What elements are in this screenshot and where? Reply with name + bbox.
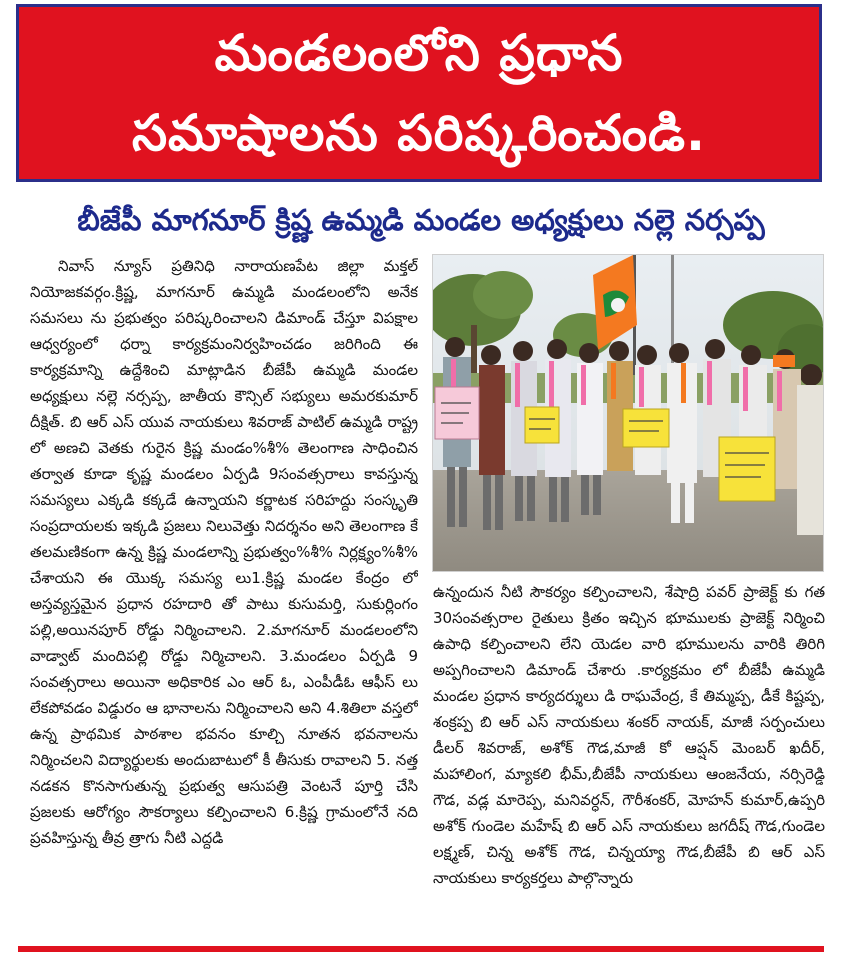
headline-line-1: మండలంలోని ప్రధాన	[214, 24, 624, 82]
article-right-column	[433, 579, 825, 939]
article-left-column	[30, 253, 418, 933]
headline-banner	[16, 4, 822, 182]
bottom-rule	[18, 946, 824, 952]
protest-photo	[432, 254, 824, 572]
article-right-text: ఉన్నందున నీటి సౌకర్యం కల్పించాలని, శేషాద్రి పవర్ ప్రాజెక్ట్ కు గత 30సంవత్సరాల రైతులు క్రితం ఇచ్చిన భూములకు ప్రాజెక్ట్ నిర్మించి ఉపాధి కల్పించాలని లేని యెడల వారి భూములను వారికి తిరిగి అప్పగించాలని డిమాండ్ చేశారు .కార్యక్రమం లో బీజేపీ ఉమ్మడి మండల ప్రధాన కార్యదర్శులు డి రాఘవేంద్ర, కే తిమ్మప్ప, డీకే కిష్టప్ప, శంక్రప్ప బి ఆర్ ఎస్ నాయకులు శంకర్ నాయక్, మాజీ సర్పంచులు డీలర్ శివరాజ్, అశోక్ గౌడ,మాజీ కో ఆప్షన్ మెంబర్ ఖదీర్, మహాలింగ, మ్యాకలి భీమ్,బీజేపీ నాయకులు ఆంజనేయ, నర్సిరెడ్డి గౌడ, వడ్ల మారెప్ప, మనివర్ధన్, గౌరీశంకర్, మోహన్ కుమార్,ఉప్పరి అశోక్ గుండెల మహేష్ బి ఆర్ ఎస్ నాయకులు జగదీష్ గౌడ,గుండెల లక్ష్మణ్, చిన్న అశోక్ గౌడ, చిన్నయ్యా గౌడ,బీజేపీ బి ఆర్ ఎస్ నాయకులు కార్యకర్తలు పాల్గొన్నారు	[433, 583, 825, 887]
headline-line-2: సమాషాలను పరిష్కరించండి.	[131, 104, 707, 162]
subheadline: బీజేపీ మాగనూర్ క్రిష్ణ ఉమ్మడి మండల అధ్యక్షులు నల్లె నర్సప్ప	[77, 203, 765, 237]
article-left-text: నివాస్ న్యూస్ ప్రతినిధి నారాయణపేట జిల్లా మక్తల్ నియోజకవర్గం.క్రిష్ణ, మాగనూర్ ఉమ్మడి మండలంలోని అనేక సమసలు ను ప్రభుత్వం పరిష్కరించాలని డిమాండ్ చేస్తూ విపక్షాల ఆధ్వర్యంలో ధర్నా కార్యక్రమంనిర్వహించడం జరిగింది ఈ కార్యక్రమాన్ని ఉద్దేశించి మాట్లాడిన బీజేపీ ఉమ్మడి మండల అధ్యక్షులు నల్లె నర్సప్ప, జాతీయ కౌన్సిల్ సభ్యులు అమరకుమార్ దీక్షిత్. బి ఆర్ ఎస్ యువ నాయకులు శివరాజ్ పాటిల్ ఉమ్మడి రాష్ట్ర లో అణచి వెతకు గురైన క్రిష్ణ మండం%శీ% తెలంగాణ సాధించిన తర్వాత కూడా కృష్ణ మండలం ఏర్పడి 9సంవత్సరాలు కావస్తున్న సమస్యలు ఎక్కడి కక్కడే ఉన్నాయని కర్ణాటక సరిహద్దు సంస్కృతి సంప్రదాయలకు ఇక్కడి ప్రజలు నిలువెత్తు నిదర్శనం అని తెలంగాణ కే తలమణికంగా ఉన్న క్రిష్ణ మండలాన్ని ప్రభుత్వం%శీ% నిర్లక్ష్యం%శీ% చేశాయని ఈ యొక్క సమస్య లు1.క్రిష్ణ మండల కేంద్రం లో అస్తవ్యస్తమైన ప్రధాన రహదారి తో పాటు కుసుమర్తి, సుకుర్లింగం పల్లి,అయినపూర్ రోడ్డు నిర్మించాలని. 2.మాగనూర్ మండలంలోని వాడ్వాట్ మందిపల్లి రోడ్డు నిర్మిచాలని. 3.మండలం ఏర్పడి 9 సంవత్సరాలు అయినా అధికారిక ఎం ఆర్ ఓ, ఎంపీడీఓ ఆఫీస్ లు లేకపోవడం విడ్డురం ఆ భానాలను నిర్మించాలని అని 4.శితిలా వస్తలో ఉన్న ప్రాథమిక పాఠశాల భవనం కూల్చి నూతన భవనాలను నిర్మించలని విద్యార్థులకు అందుబాటులో కీ తీసుకు రావాలని 5. నత్త నడకన కొనసాగుతున్న ప్రభుత్వ ఆసుపత్రి వెంటనే పూర్తి చేసి ప్రజలకు ఆరోగ్యం సౌకర్యాలు కల్పించాలని 6.క్రిష్ణ గ్రామంలోనే నది ప్రవహిస్తున్న తీవ్ర త్రాగు నీటి ఎద్దడి	[30, 257, 418, 847]
